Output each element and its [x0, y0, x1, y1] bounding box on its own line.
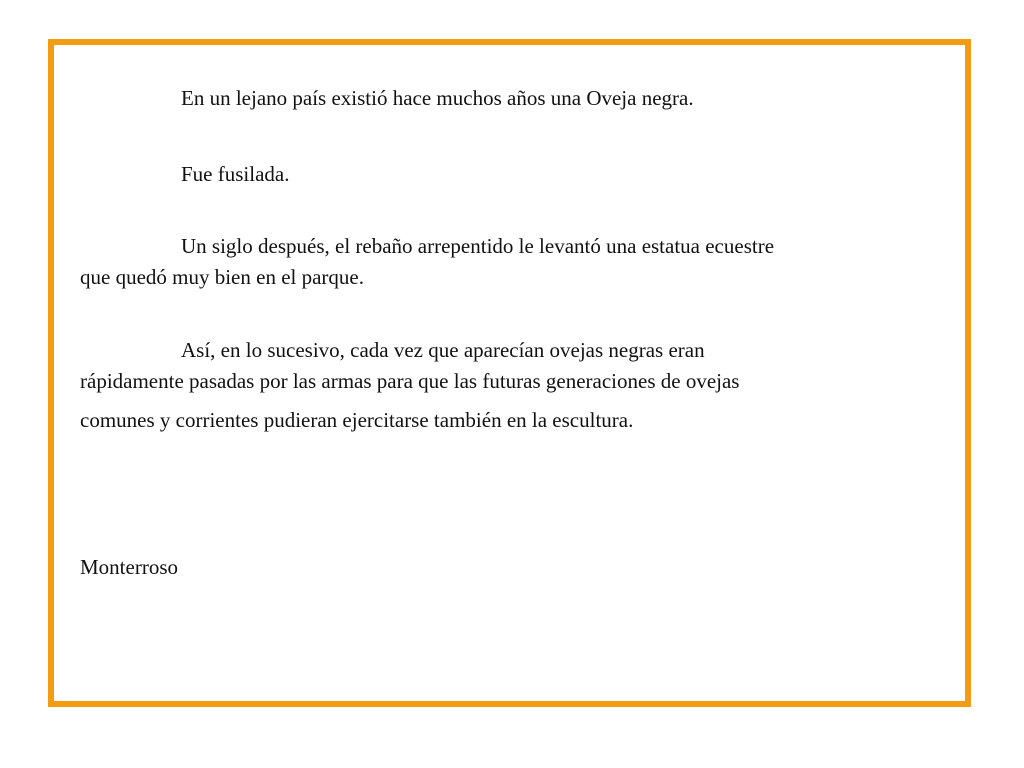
- story-paragraph-4-line-2: rápidamente pasadas por las armas para que las futuras generaciones de ovejas: [80, 369, 740, 393]
- author-signature: Monterroso: [80, 555, 178, 579]
- story-paragraph-3-line-2: que quedó muy bien en el parque.: [80, 265, 364, 289]
- story-paragraph-4-line-1: Así, en lo sucesivo, cada vez que aparecían ovejas negras eran: [181, 338, 705, 362]
- story-paragraph-2-line-1: Fue fusilada.: [181, 162, 290, 186]
- story-paragraph-3-line-1: Un siglo después, el rebaño arrepentido le levantó una estatua ecuestre: [181, 234, 775, 258]
- story-paragraph-1-line-1: En un lejano país existió hace muchos años una Oveja negra.: [181, 86, 694, 110]
- story-paragraph-4-line-3: comunes y corrientes pudieran ejercitarse también en la escultura.: [80, 408, 634, 432]
